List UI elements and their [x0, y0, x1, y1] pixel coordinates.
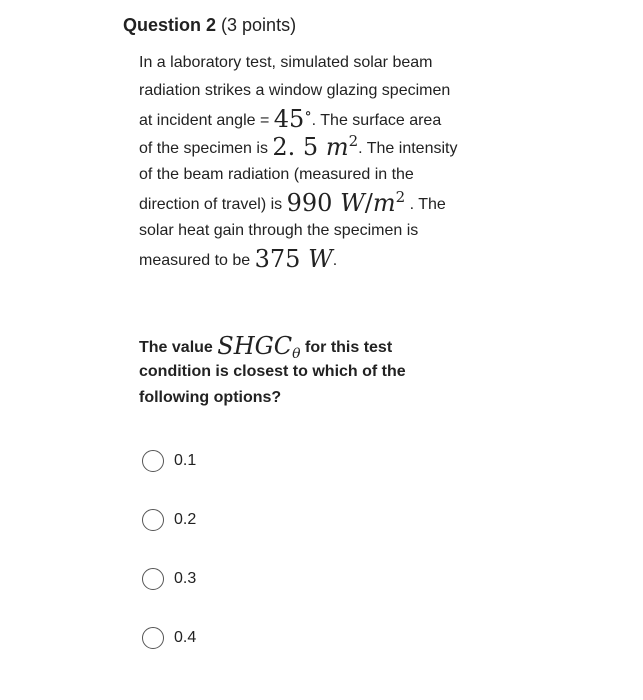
intensity-math [287, 189, 406, 217]
intensity-value: 990 [286, 189, 333, 217]
prompt-line [139, 332, 509, 362]
option-label: 0.1 [174, 452, 197, 469]
stem-line [139, 105, 509, 133]
intensity-unit-w: W [340, 189, 365, 217]
shgc-symbol-math [217, 332, 300, 360]
option-0-1[interactable] [142, 446, 196, 476]
stem-line [139, 245, 509, 273]
question-number: Question 2 [123, 15, 217, 35]
surface-area-math [272, 133, 358, 161]
stem-line [139, 217, 509, 245]
prompt-text: The value [139, 339, 218, 356]
option-0-4[interactable] [142, 623, 196, 653]
stem-text: . The surface area [311, 112, 442, 129]
stem-text: In a laboratory test, simulated solar beam [139, 54, 433, 71]
heat-gain-math [255, 245, 333, 273]
area-unit: m [325, 133, 349, 161]
option-label: 0.2 [174, 511, 197, 528]
heat-gain-value: 375 [254, 245, 301, 273]
answer-options [142, 446, 196, 682]
degree-symbol: ∘ [304, 104, 312, 122]
option-label: 0.4 [174, 629, 197, 646]
stem-line [139, 189, 509, 217]
stem-text: direction of travel) is [139, 196, 287, 213]
prompt-line [139, 385, 509, 411]
stem-text: at incident angle = [139, 112, 274, 129]
stem-text: of the specimen is [139, 140, 273, 157]
intensity-exponent: 2 [395, 188, 406, 206]
stem-line [139, 77, 509, 105]
stem-text: of the beam radiation (measured in the [139, 166, 414, 183]
radio-button-icon[interactable] [142, 509, 164, 531]
stem-text: . [332, 252, 338, 269]
unit-slash: / [364, 189, 373, 217]
stem-line [139, 133, 509, 161]
question-header [123, 12, 296, 38]
stem-text: solar heat gain through the specimen is [139, 222, 419, 239]
radio-button-icon[interactable] [142, 450, 164, 472]
prompt-line [139, 359, 509, 385]
stem-line [139, 161, 509, 189]
option-0-3[interactable] [142, 564, 196, 594]
area-exponent: 2 [348, 132, 359, 150]
question-stem [139, 49, 509, 273]
stem-line [139, 49, 509, 77]
question-prompt [139, 333, 509, 411]
option-0-2[interactable] [142, 505, 196, 535]
prompt-text: condition is closest to which of the [139, 363, 406, 380]
question-points: (3 points) [221, 15, 297, 35]
angle-value: 45 [273, 105, 305, 133]
heat-gain-unit: W [308, 245, 333, 273]
option-label: 0.3 [174, 570, 197, 587]
intensity-unit-m: m [372, 189, 396, 217]
theta-subscript: θ [292, 346, 301, 362]
area-value: 2. 5 [272, 133, 319, 161]
stem-text: . The intensity [358, 140, 458, 157]
prompt-text: for this test [300, 339, 393, 356]
shgc-symbol: SHGC [217, 332, 293, 360]
stem-text: radiation strikes a window glazing specimen [139, 82, 451, 99]
stem-text: . The [405, 196, 446, 213]
prompt-text: following options? [139, 389, 282, 406]
radio-button-icon[interactable] [142, 627, 164, 649]
stem-text: measured to be [139, 252, 255, 269]
incident-angle-math [274, 105, 312, 133]
radio-button-icon[interactable] [142, 568, 164, 590]
